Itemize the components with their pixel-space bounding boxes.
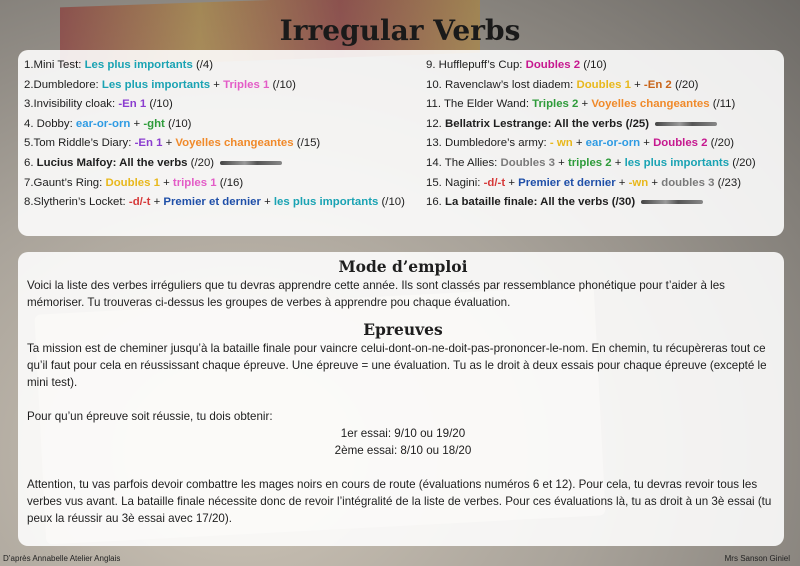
list-item-number: 5. (24, 137, 34, 150)
list-item-text: + (578, 98, 592, 111)
list-item-text: (/10) (378, 196, 405, 209)
list-item-text: + (162, 137, 176, 150)
list-item (24, 154, 424, 174)
page-title: Irregular Verbs (279, 14, 521, 47)
list-item-text: (/20) (187, 156, 215, 169)
list-item-text: (/10) (580, 59, 607, 71)
list-item-text: Doubles 3 (500, 156, 555, 169)
list-item (426, 193, 786, 213)
wand-icon (641, 200, 703, 204)
list-item-text: Doubles 2 (525, 59, 581, 71)
list-item-text: (/10) (269, 78, 296, 91)
list-item-text: Tom Riddle’s Diary: (33, 137, 135, 150)
list-item-text: Triples 1 (223, 78, 270, 91)
list-item-text: (/15) (293, 137, 321, 150)
list-item-text: triples 1 (172, 176, 217, 189)
list-item-text: (/10) (146, 98, 173, 111)
list-item (426, 115, 786, 135)
wand-icon (220, 161, 282, 165)
list-item-text: Nagini: (441, 176, 484, 189)
list-item-number: 14. (426, 156, 442, 169)
list-item (426, 174, 786, 194)
list-item-text: -En 1 (118, 98, 147, 111)
list-item-text: The Allies: (441, 156, 501, 169)
list-item (426, 76, 786, 96)
list-item-text: Dumbledore: (33, 78, 102, 91)
mode-text: Voici la liste des verbes irréguliers que tu devras apprendre cette année. Ils sont classés par ressemblance phonétique pour t’aider à les mémoriser. Tu trouveras ci-dessus les groupes de verbes à apprendre pou chaque évaluation. (27, 279, 725, 309)
list-item (24, 193, 424, 213)
list-item-text: Les plus importants (101, 78, 211, 91)
list-item-text: - wn (549, 137, 573, 150)
footer-author: Mrs Sanson Giniel (724, 554, 790, 563)
mode-heading: Mode d’emploi (338, 257, 468, 276)
verb-list-right (426, 56, 786, 213)
instructions-panel (18, 252, 784, 546)
footer-credit: D’après Annabelle Atelier Anglais (3, 554, 121, 563)
list-item-text: Doubles 1 (576, 78, 631, 91)
list-item-text: ear-or-orn (75, 117, 131, 130)
list-item-text: Dobby: (33, 117, 76, 130)
wand-icon (655, 122, 717, 126)
list-item-text: (/20) (707, 137, 735, 150)
list-item-text: Hufflepuff’s Cup: (435, 59, 526, 71)
list-item-text: doubles 3 (661, 176, 715, 189)
list-item-text: Premier et dernier (163, 196, 261, 209)
list-item-text: + (159, 176, 173, 189)
list-item-text: + (130, 117, 144, 130)
list-item-text: Gaunt’s Ring: (33, 176, 106, 189)
list-item-text: Bellatrix Lestrange: All the verbs (/25) (441, 117, 650, 130)
list-item-text: (/10) (164, 117, 192, 130)
verb-groups-panel (18, 50, 784, 236)
list-item-text: (/4) (192, 59, 214, 71)
list-item-text: + (554, 156, 568, 169)
list-item (24, 115, 424, 135)
list-item-number: 16. (426, 196, 442, 209)
list-item-text: les plus importants (273, 196, 379, 209)
list-item-text: Dumbledore’s army: (441, 137, 550, 150)
list-item-text: les plus importants (624, 156, 730, 169)
list-item-number: 12. (426, 117, 442, 130)
list-item-text: Mini Test: (33, 59, 85, 71)
list-item (24, 76, 424, 96)
list-item-text: La bataille finale: All the verbs (/30) (441, 196, 636, 209)
list-item-text: -ght (143, 117, 165, 130)
list-item-number: 13. (426, 137, 442, 150)
list-item-text: -d/-t (128, 196, 151, 209)
list-item-text: (/20) (729, 156, 756, 169)
list-item-text: Ravenclaw’s lost diadem: (441, 78, 577, 91)
second-try-score: 2ème essai: 8/10 ou 18/20 (334, 444, 472, 457)
list-item (426, 56, 786, 76)
epreuves-paragraph-3: Attention, tu vas parfois devoir combattre les mages noirs en cours de route (évaluations numéros 6 et 12). Pour cela, tu devras revoir tous les verbes vus avant. La bataille finale nécessite donc de revoir l’intégralité de la liste de verbes. Pour ces évaluations là, tu as droit à un 3è essai (tu peux la réussir au 3è essai avec 17/20). (27, 478, 772, 525)
list-item-number: 7. (24, 176, 34, 189)
list-item-text: ear-or-orn (585, 137, 641, 150)
list-item-text: Doubles 1 (105, 176, 160, 189)
list-item-text: triples 2 (567, 156, 612, 169)
list-item (426, 95, 786, 115)
list-item-text: (/20) (671, 78, 699, 91)
list-item-number: 4. (24, 117, 34, 130)
verb-list-left (24, 56, 424, 213)
list-item-text: Doubles 2 (653, 137, 708, 150)
list-item-text: + (505, 176, 519, 189)
list-item-text: Voyelles changeantes (175, 137, 294, 150)
list-item-text: -wn (628, 176, 649, 189)
list-item-text: (/11) (709, 98, 736, 111)
list-item-text: + (630, 78, 644, 91)
list-item-text: The Elder Wand: (441, 98, 533, 111)
list-item-number: 9. (426, 59, 436, 71)
list-item-text: Les plus importants (84, 59, 193, 71)
list-item-text: Lucius Malfoy: All the verbs (33, 156, 188, 169)
list-item-text: Triples 2 (532, 98, 579, 111)
list-item-number: 2. (24, 78, 34, 91)
list-item-text: -En 2 (643, 78, 672, 91)
list-item-number: 3. (24, 98, 34, 111)
list-item-text: + (210, 78, 224, 91)
list-item-text: Invisibility cloak: (33, 98, 119, 111)
list-item-text: -d/-t (483, 176, 506, 189)
list-item-number: 15. (426, 176, 442, 189)
list-item-number: 8. (24, 196, 34, 209)
first-try-score: 1er essai: 9/10 ou 19/20 (340, 427, 466, 440)
list-item-text: (/23) (714, 176, 741, 189)
list-item (24, 174, 424, 194)
list-item-text: + (260, 196, 274, 209)
epreuves-paragraph-2: Pour qu’un épreuve soit réussie, tu dois obtenir: (27, 410, 273, 423)
list-item (24, 95, 424, 115)
list-item-text: Voyelles changeantes (591, 98, 710, 111)
epreuves-paragraph-1: Ta mission est de cheminer jusqu’à la bataille finale pour vaincre celui-dont-on-ne-doit-pas-prononcer-le-nom. En chemin, tu récupèreras tout ce qu’il faut pour cela en réussissant chaque épreuve. Une épreuve = une évaluation. Tu as le droit à deux essais pour chaque épreuve (excepté le mini test). (27, 342, 767, 389)
list-item-text: Slytherin’s Locket: (33, 196, 129, 209)
list-item-text: + (572, 137, 586, 150)
list-item-text: + (648, 176, 662, 189)
list-item-text: + (150, 196, 164, 209)
list-item (24, 134, 424, 154)
list-item-number: 10. (426, 78, 442, 91)
list-item-number: 1. (24, 59, 34, 71)
list-item-text: + (640, 137, 654, 150)
list-item-text: (/16) (216, 176, 244, 189)
epreuves-heading: Epreuves (363, 320, 443, 339)
list-item-text: + (611, 156, 625, 169)
list-item-number: 11. (426, 98, 441, 111)
list-item-text: -En 1 (134, 137, 163, 150)
list-item (426, 154, 786, 174)
list-item-text: Premier et dernier (518, 176, 616, 189)
list-item-number: 6. (24, 156, 34, 169)
list-item (24, 56, 424, 76)
list-item-text: + (615, 176, 629, 189)
list-item (426, 134, 786, 154)
